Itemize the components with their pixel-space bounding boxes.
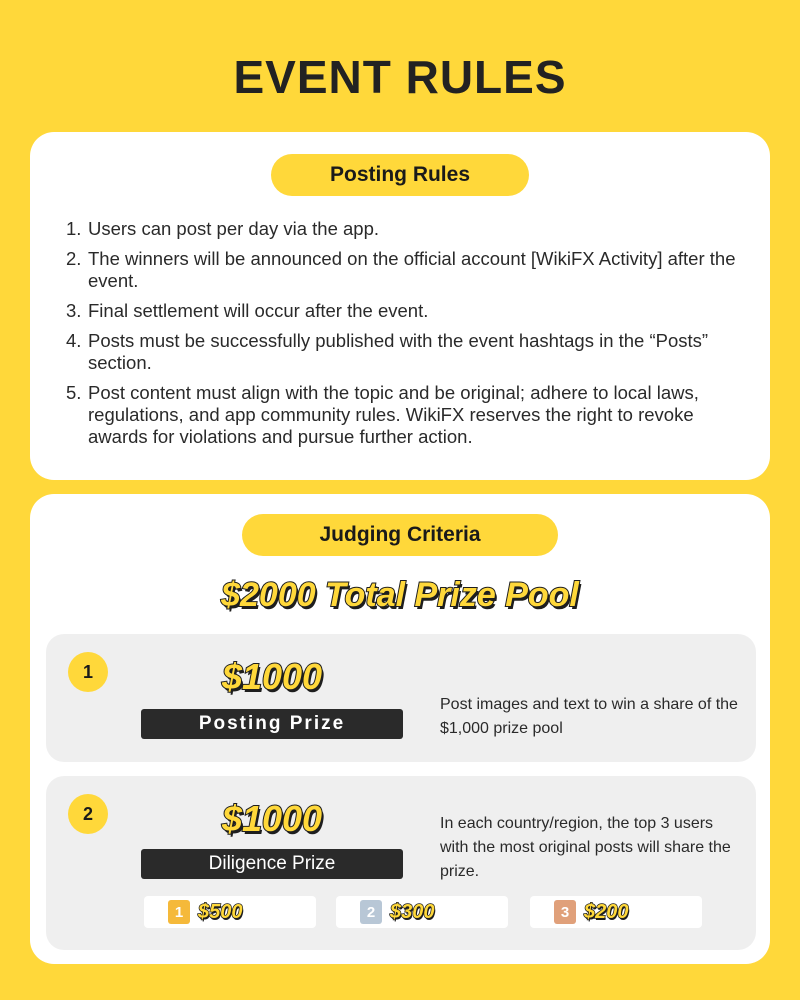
rule-item [66, 218, 746, 240]
rule-number: 2. [66, 248, 82, 269]
tier-amount: $500 [198, 900, 243, 923]
tier-amount: $200 [584, 900, 629, 923]
rule-text: Post content must align with the topic and be original; adhere to local laws, regulations, and app community rules. WikiFX reserves the right to revoke awards for violations and pursue further action. [88, 382, 699, 447]
rule-text: Users can post per day via the app. [88, 218, 380, 239]
prize-amount: $1000 [221, 656, 323, 697]
rule-item [66, 382, 746, 448]
prize-label: Diligence Prize [141, 849, 403, 879]
prize-description: In each country/region, the top 3 users with the most original posts will share the prize. [440, 815, 731, 880]
rank-badge: 2 [68, 794, 108, 834]
judging-criteria-card [30, 494, 770, 964]
tier-second-place [336, 896, 508, 928]
tier-first-place [144, 896, 316, 928]
rule-number: 3. [66, 300, 82, 321]
rule-text: Posts must be successfully published with the event hashtags in the “Posts” section. [88, 330, 709, 373]
posting-prize-box [46, 634, 756, 762]
judging-criteria-heading: Judging Criteria [242, 514, 558, 556]
rule-text: Final settlement will occur after the event. [88, 300, 429, 321]
posting-rules-list [66, 218, 746, 456]
silver-medal-icon: 2 [360, 900, 382, 924]
rank-badge: 1 [68, 652, 108, 692]
diligence-prize-box [46, 776, 756, 950]
page-title: EVENT RULES [233, 51, 567, 103]
rule-item [66, 248, 746, 292]
prize-description: Post images and text to win a share of the $1,000 prize pool [440, 696, 738, 737]
rule-number: 1. [66, 218, 82, 239]
rule-number: 4. [66, 330, 82, 351]
total-prize-pool: $2000 Total Prize Pool [221, 576, 579, 614]
tier-amount: $300 [390, 900, 435, 923]
rule-item [66, 300, 746, 322]
tier-third-place [530, 896, 702, 928]
rule-item [66, 330, 746, 374]
prize-amount: $1000 [221, 798, 323, 839]
bronze-medal-icon: 3 [554, 900, 576, 924]
prize-label: Posting Prize [141, 709, 403, 739]
gold-medal-icon: 1 [168, 900, 190, 924]
posting-rules-card [30, 132, 770, 480]
posting-rules-heading: Posting Rules [271, 154, 529, 196]
rule-number: 5. [66, 382, 82, 403]
rule-text: The winners will be announced on the official account [WikiFX Activity] after the event. [88, 248, 736, 291]
